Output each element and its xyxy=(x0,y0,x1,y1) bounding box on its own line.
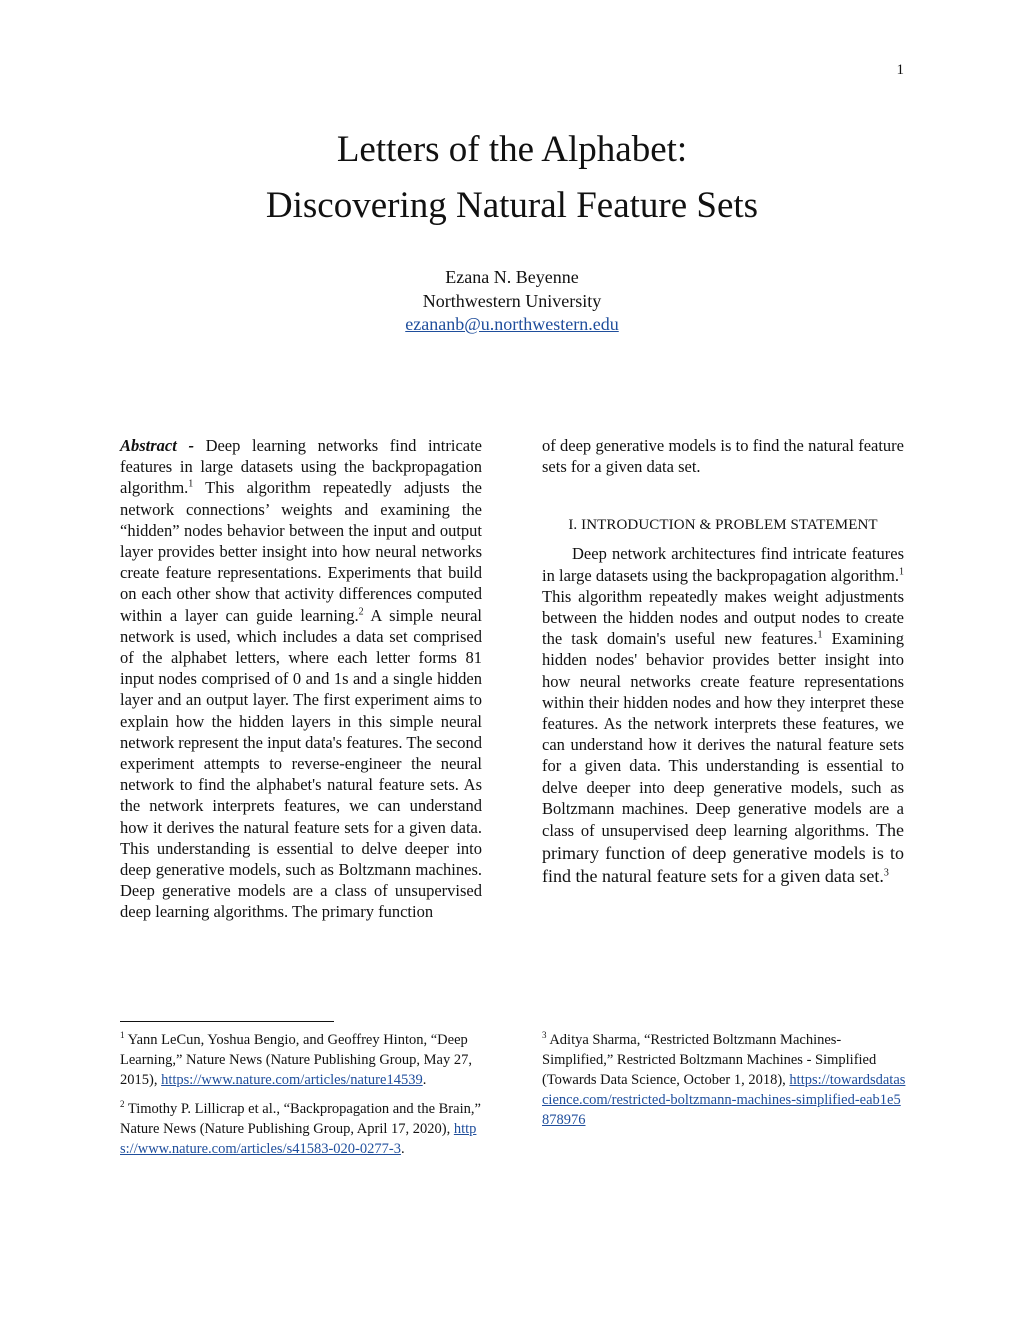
footnote-3-number: 3 xyxy=(542,1030,547,1041)
intro-text-4: The primary function of deep generative models is to find the natural feature sets for a given data set. xyxy=(542,820,904,887)
abstract-text-1: Deep learning networks find intricate features in large datasets using the backpropagation algorithm. xyxy=(120,436,482,498)
footnote-2-number: 2 xyxy=(120,1099,125,1110)
footnote-1-number: 1 xyxy=(120,1030,125,1041)
left-column xyxy=(120,435,482,923)
author-block xyxy=(0,266,1024,337)
footnote-2-link[interactable]: https://www.nature.com/articles/s41583-020-0277-3 xyxy=(120,1121,477,1157)
footnote-ref-1[interactable]: 1 xyxy=(188,478,194,490)
title-line-1: Letters of the Alphabet: xyxy=(336,129,688,170)
footnote-ref-2[interactable]: 2 xyxy=(358,606,364,618)
footnote-1-link[interactable]: https://www.nature.com/articles/nature14539 xyxy=(161,1072,423,1088)
footnote-ref-1a[interactable]: 1 xyxy=(899,566,904,578)
abstract-label: Abstract - xyxy=(120,436,194,455)
footnote-3-text: Aditya Sharma, “Restricted Boltzmann Machines- Simplified,” Restricted Boltzmann Machines - Simplified (Towards Data Science, October 1, 2018), xyxy=(542,1032,877,1088)
abstract-paragraph xyxy=(120,435,482,923)
abstract-text-3: A simple neural network is used, which includes a data set comprised of the alphabet letters, where each letter forms 81 input nodes comprised of 0 and 1s and a single hidden layer and an output layer. The first experiment aims to explain how the hidden layers in this simple neural network represent the input data's features. The second experiment attempts to reverse-engineer the neural network to find the alphabet's natural feature sets. As the network interprets features, we can understand how it derives the natural feature sets for a given data. This understanding is essential to delve deeper into deep generative models, such as Boltzmann machines. Deep generative models are a class of unsupervised deep learning algorithms. The primary function xyxy=(120,605,482,922)
right-column xyxy=(542,435,904,888)
introduction-paragraph xyxy=(542,543,904,888)
footnotes-right xyxy=(542,1030,907,1139)
section-heading-introduction: I. INTRODUCTION & PROBLEM STATEMENT xyxy=(568,517,878,534)
footnote-1-text: Yann LeCun, Yoshua Bengio, and Geoffrey Hinton, “Deep Learning,” Nature News (Nature Publishing Group, May 27, 2015), xyxy=(120,1032,472,1088)
footnote-3 xyxy=(542,1030,907,1130)
footnote-1 xyxy=(120,1030,485,1090)
footnote-1-suffix: . xyxy=(422,1072,427,1088)
author-email-link[interactable]: ezananb@u.northwestern.edu xyxy=(405,314,619,334)
abstract-text-2: This algorithm repeatedly adjusts the network connections’ weights and examining the “hidden” nodes behavior between the input and output layer provides better insight into how neural networks create feature representations. Experiments that build on each other show that activity differences computed within a layer can guide learning. xyxy=(120,478,482,625)
footnote-2-suffix: . xyxy=(400,1141,405,1157)
footnote-ref-3[interactable]: 3 xyxy=(883,867,889,879)
footnote-ref-1b[interactable]: 1 xyxy=(817,629,823,641)
footnote-3-link[interactable]: https://towardsdatascience.com/restricted-boltzmann-machines-simplified-eab1e5878976 xyxy=(542,1072,906,1128)
footnote-2 xyxy=(120,1099,485,1159)
page-number: 1 xyxy=(896,62,904,78)
author-affiliation: Northwestern University xyxy=(422,290,602,311)
paper-title xyxy=(0,122,1024,234)
title-line-2: Discovering Natural Feature Sets xyxy=(265,185,759,226)
intro-text-3: Examining hidden nodes' behavior provides better insight into how neural networks create feature representations within their hidden nodes and how they interpret these features. As the network interprets these features, we can understand how it derives the natural feature sets for a given data. This understanding is essential to delve deeper into deep generative models, such as Boltzmann machines. Deep generative models are a class of unsupervised deep learning algorithms. xyxy=(542,629,904,841)
author-name: Ezana N. Beyenne xyxy=(445,267,579,287)
footnotes-left xyxy=(120,1030,485,1168)
abstract-continuation: of deep generative models is to find the natural feature sets for a given data set. xyxy=(542,436,904,477)
footnote-separator xyxy=(120,1021,334,1022)
intro-text-1: Deep network architectures find intricate features in large datasets using the backpropagation algorithm. xyxy=(542,544,904,585)
footnote-2-text: Timothy P. Lillicrap et al., “Backpropagation and the Brain,” Nature News (Nature Publishing Group, April 17, 2020), xyxy=(120,1101,481,1137)
intro-text-2: This algorithm repeatedly makes weight adjustments between the hidden nodes and output nodes to create the task domain's useful new features. xyxy=(542,586,904,649)
